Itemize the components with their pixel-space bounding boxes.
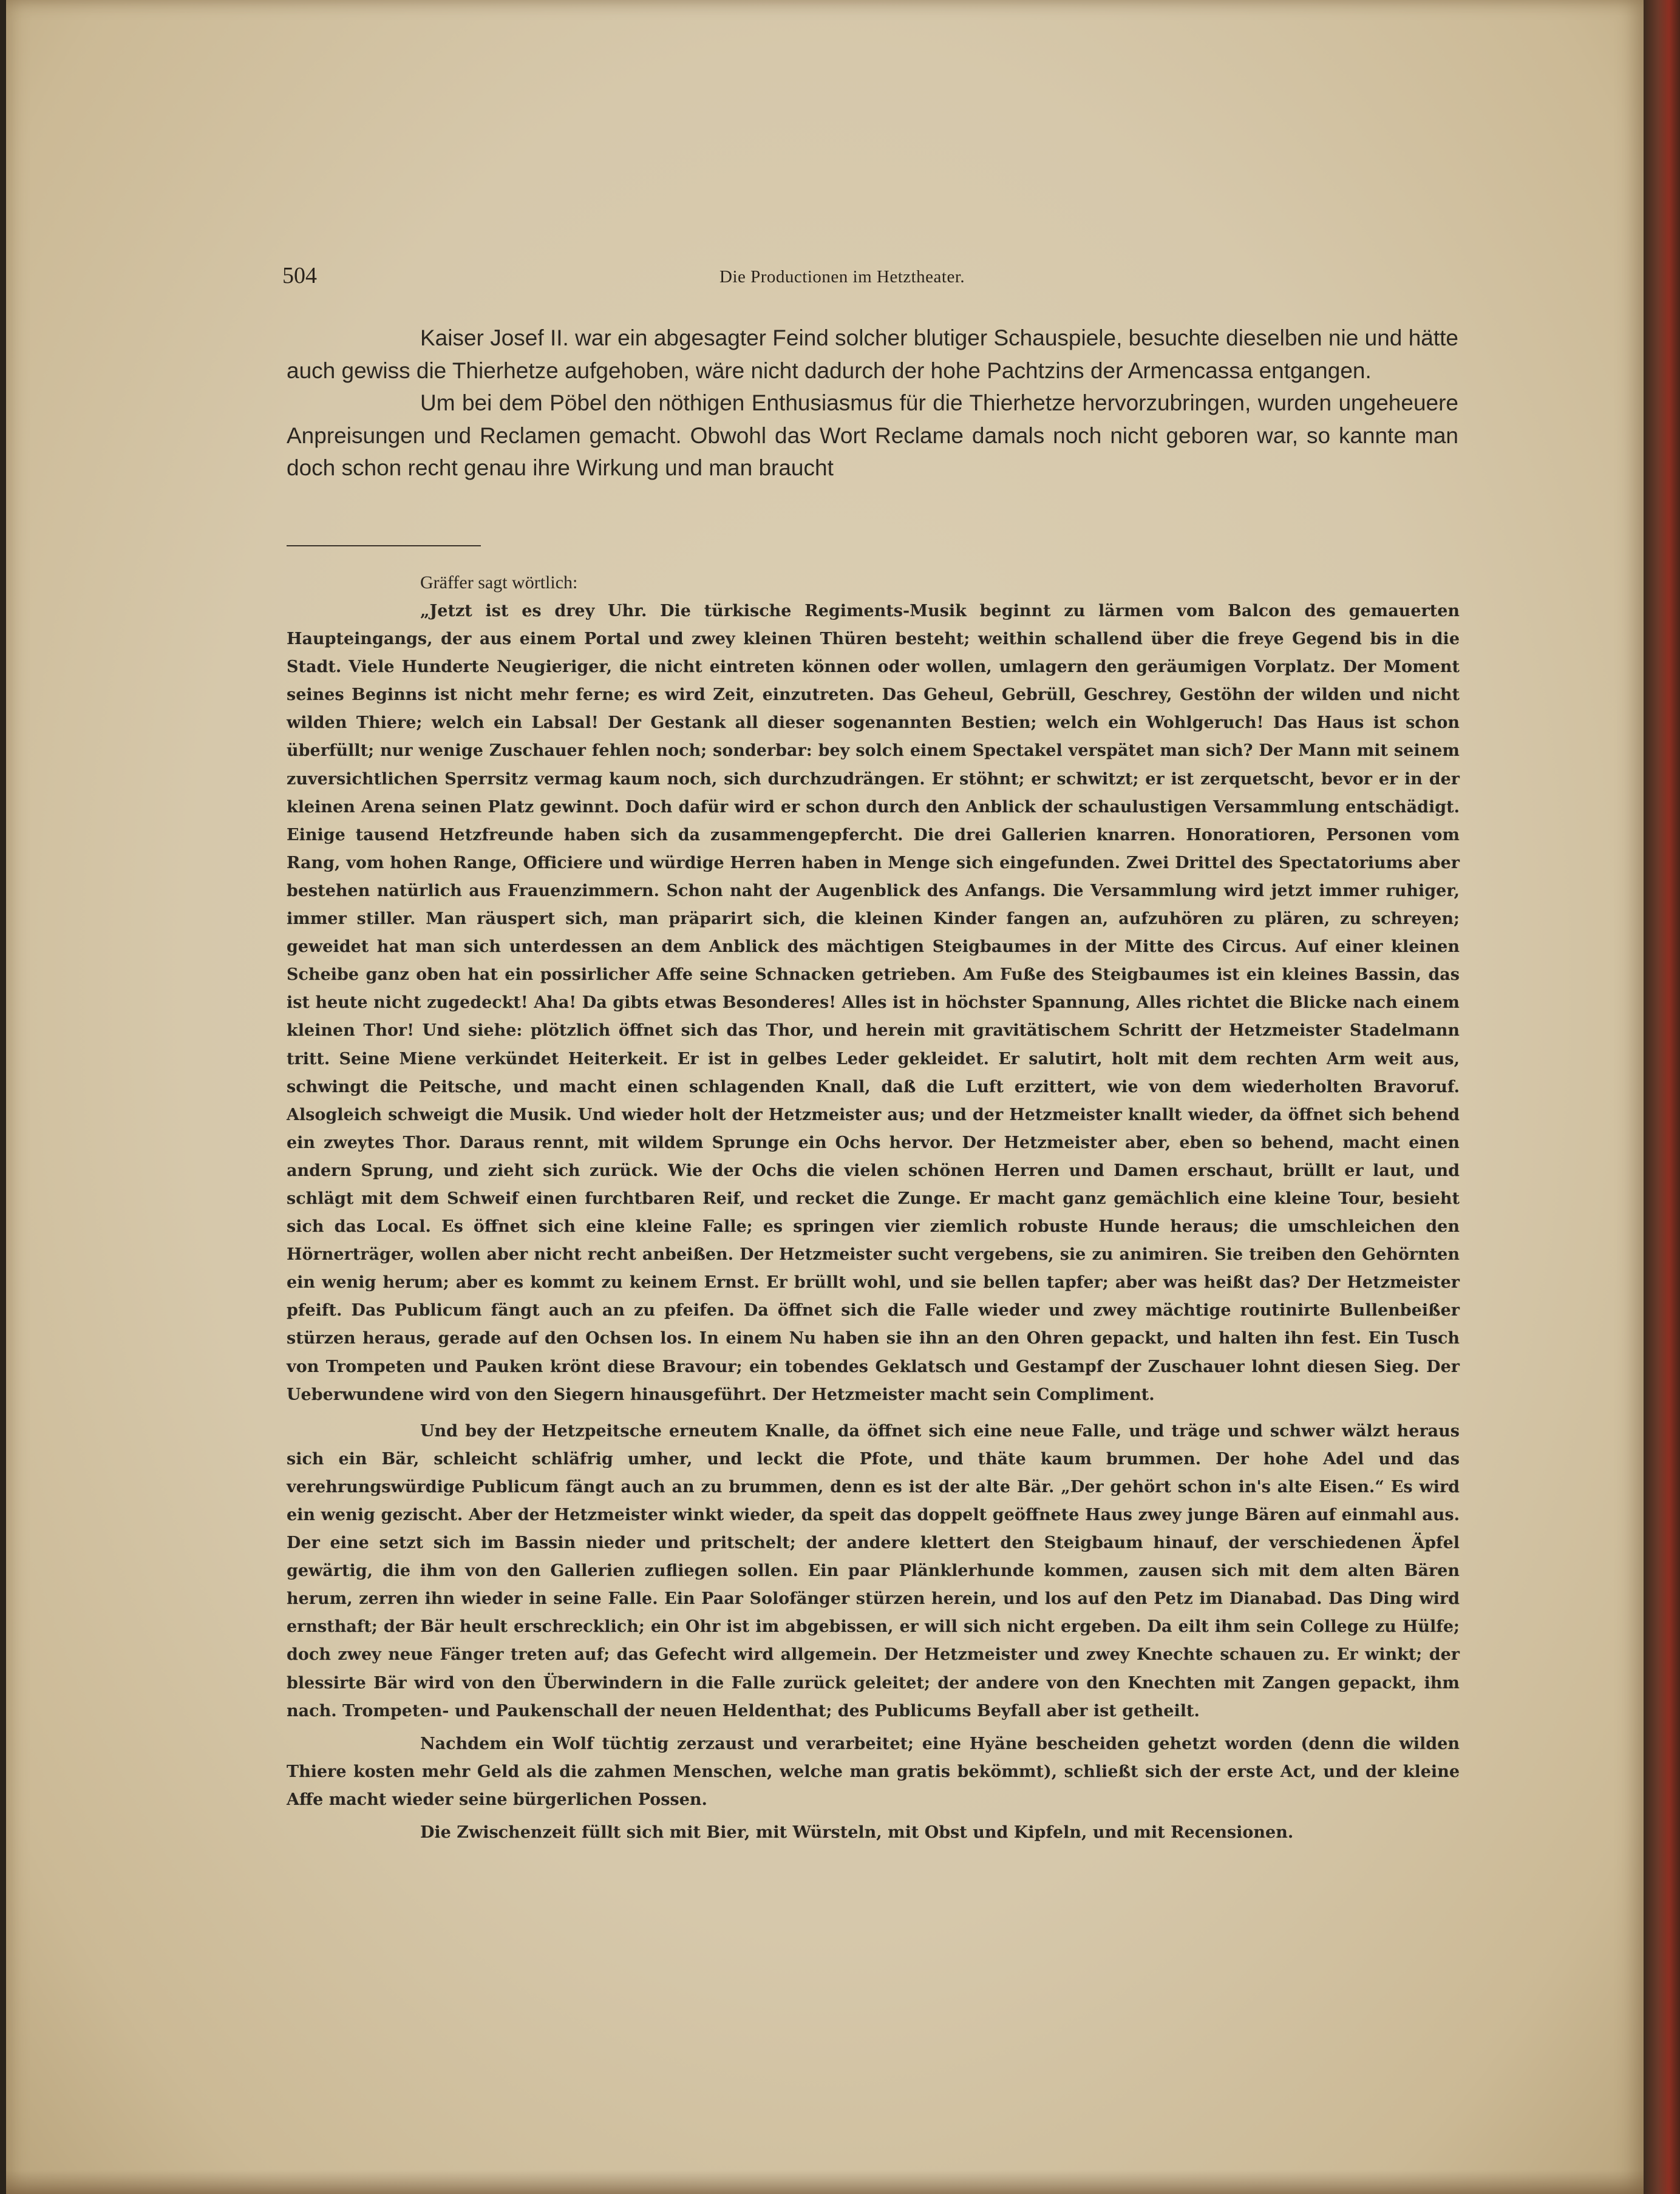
- page-bottom-shadow: [6, 2170, 1645, 2194]
- footnote-intro: Gräffer sagt wörtlich:: [420, 572, 578, 593]
- running-head: [282, 262, 1497, 299]
- book-spine-edge: [1644, 0, 1680, 2194]
- main-text: [287, 322, 1458, 484]
- footnote-divider: [287, 545, 481, 546]
- running-title: Die Productionen im Hetztheater.: [719, 267, 965, 287]
- main-paragraph: Um bei dem Pöbel den nöthigen Enthusiasmus für die Thierhetze hervorzubringen, wurden ungeheuere Anpreisungen und Reclamen gemacht. Obwohl das Wort Reclame damals noch nicht geboren war, so kannte man doch schon recht genau ihre Wirkung und man braucht: [287, 390, 1458, 480]
- footnote-paragraph: Die Zwischenzeit füllt sich mit Bier, mit Würsteln, mit Obst und Kipfeln, und mit Recensionen.: [420, 1823, 1294, 1842]
- book-page: [6, 0, 1645, 2194]
- page-number: 504: [282, 263, 317, 288]
- scan-border-left: [0, 0, 6, 2194]
- footnote: [287, 568, 1460, 1847]
- footnote-paragraph: „Jetzt ist es drey Uhr. Die türkische Regiments-Musik beginnt zu lärmen vom Balcon des gemauerten Haupteingangs, der aus einem Portal und zwey kleinen Thüren besteht; weithin schallend über die freye Gegend bis in die Stadt. Viele Hunderte Neugieriger, die nicht eintreten können oder wollen, umlagern den geräumigen Vorplatz. Der Moment seines Beginns ist nicht mehr ferne; es wird Zeit, einzutreten. Das Geheul, Gebrüll, Geschrey, Gestöhn der wilden und nicht wilden Thiere; welch ein Labsal! Der Gestank all dieser sogenannten Bestien; welch ein Wohlgeruch! Das Haus ist schon überfüllt; nur wenige Zuschauer fehlen noch; sonderbar: bey solch einem Spectakel verspätet man sich? Der Mann mit seinem zuversichtlichen Sperrsitz vermag kaum noch, sich durchzudrängen. Er stöhnt; er schwitzt; er ist zerquetscht, bevor er in der kleinen Arena seinen Platz gewinnt. Doch dafür wird er schon durch den Anblick der schaulustigen Versammlung entschädigt. Einige tausend Hetzfreunde haben sich da zusammengepfercht. Die drei Gallerien knarren. Honoratioren, Personen vom Rang, vom hohen Range, Officiere und würdige Herren haben in Menge sich eingefunden. Zwei Drittel des Spectatoriums aber bestehen natürlich aus Frauenzimmern. Schon naht der Augenblick des Anfangs. Die Versammlung wird jetzt immer ruhiger, immer stiller. Man räuspert sich, man präparirt sich, die kleinen Kinder fangen an, aufzuhören zu plären, zu schreyen; geweidet hat man sich unterdessen an dem Anblick des mächtigen Steigbaumes in der Mitte des Circus. Auf einer kleinen Scheibe ganz oben hat ein possirlicher Affe seine Schnacken getrieben. Am Fuße des Steigbaumes ist ein kleines Bassin, das ist heute nicht zugedeckt! Aha! Da gibts etwas Besonderes! Alles ist in höchster Spannung, Alles richtet die Blicke nach einem kleinen Thor! Und siehe: plötzlich öffnet sich das Thor, und herein mit gravitätischem Schritt der Hetzmeister Stadelmann tritt. Seine Miene verkündet Heiterkeit. Er ist in gelbes Leder gekleidet. Er salutirt, holt mit dem rechten Arm weit aus, schwingt die Peitsche, und macht einen schlagenden Knall, daß die Luft erzittert, wie von dem wiederholten Bravoruf. Alsogleich schweigt die Musik. Und wieder holt der Hetzmeister aus; und der Hetzmeister knallt wieder, da öffnet sich behend ein zweytes Thor. Daraus rennt, mit wildem Sprunge ein Ochs hervor. Der Hetzmeister aber, eben so behend, macht einen andern Sprung, und zieht sich zurück. Wie der Ochs die vielen schönen Herren und Damen erschaut, brüllt er laut, und schlägt mit dem Schweif einen furchtbaren Reif, und recket die Zunge. Er macht ganz gemächlich eine kleine Tour, besieht sich das Local. Es öffnet sich eine kleine Falle; es springen vier ziemlich robuste Hunde heraus; die umschleichen den Hörnerträger, wollen aber nicht recht anbeißen. Der Hetzmeister sucht vergebens, sie zu animiren. Sie treiben den Gehörnten ein wenig herum; aber es kommt zu keinem Ernst. Er brüllt wohl, und sie bellen tapfer; aber was heißt das? Der Hetzmeister pfeift. Das Publicum fängt auch an zu pfeifen. Da öffnet sich die Falle wieder und zwey mächtige routinirte Bullenbeißer stürzen heraus, gerade auf den Ochsen los. In einem Nu haben sie ihn an den Ohren gepackt, und halten ihn fest. Ein Tusch von Trompeten und Pauken krönt diese Bravour; ein tobendes Geklatsch und Gestampf der Zuschauer lohnt diesen Sieg. Der Ueberwundene wird von den Siegern hinausgeführt. Der Hetzmeister macht sein Compliment.: [287, 602, 1460, 1404]
- main-paragraph: Kaiser Josef II. war ein abgesagter Feind solcher blutiger Schauspiele, besuchte dieselben nie und hätte auch gewiss die Thierhetze aufgehoben, wäre nicht dadurch der hohe Pachtzins der Armencassa entgangen.: [287, 325, 1458, 383]
- footnote-paragraph: Und bey der Hetzpeitsche erneutem Knalle, da öffnet sich eine neue Falle, und träge und schwer wälzt heraus sich ein Bär, schleicht schläfrig umher, und leckt die Pfote, und thäte kaum brummen. Der hohe Adel und das verehrungswürdige Publicum fängt auch an zu brummen, denn es ist der alte Bär. „Der gehört schon in's alte Eisen.“ Es wird ein wenig gezischt. Aber der Hetzmeister winkt wieder, da speit das doppelt geöffnete Haus zwey junge Bären auf einmahl aus. Der eine setzt sich im Bassin nieder und pritschelt; der andere klettert den Steigbaum hinauf, der verschiedenen Äpfel gewärtig, die ihm von den Gallerien zufliegen sollen. Ein paar Plänklerhunde kommen, zausen sich mit dem alten Bären herum, zerren ihn wieder in seine Falle. Ein Paar Solofänger stürzen herein, und los auf den Petz im Dianabad. Das Ding wird ernsthaft; der Bär heult erschrecklich; ein Ohr ist im abgebissen, er will sich nicht ergeben. Da eilt ihm sein College zu Hülfe; doch zwey neue Fänger treten auf; das Gefecht wird allgemein. Der Hetzmeister und zwey Knechte schauen zu. Er winkt; der blessirte Bär wird von den Überwindern in die Falle zurück geleitet; der andere von den Knechten mit Zangen gepackt, ihm nach. Trompeten- und Paukenschall der neuen Heldenthat; des Publicums Beyfall aber ist getheilt.: [287, 1421, 1460, 1720]
- footnote-paragraph: Nachdem ein Wolf tüchtig zerzaust und verarbeitet; eine Hyäne bescheiden gehetzt worden (denn die wilden Thiere kosten mehr Geld als die zahmen Menschen, welche man gratis bekömmt), schließt sich der erste Act, und der kleine Affe macht wieder seine bürgerlichen Possen.: [287, 1734, 1460, 1809]
